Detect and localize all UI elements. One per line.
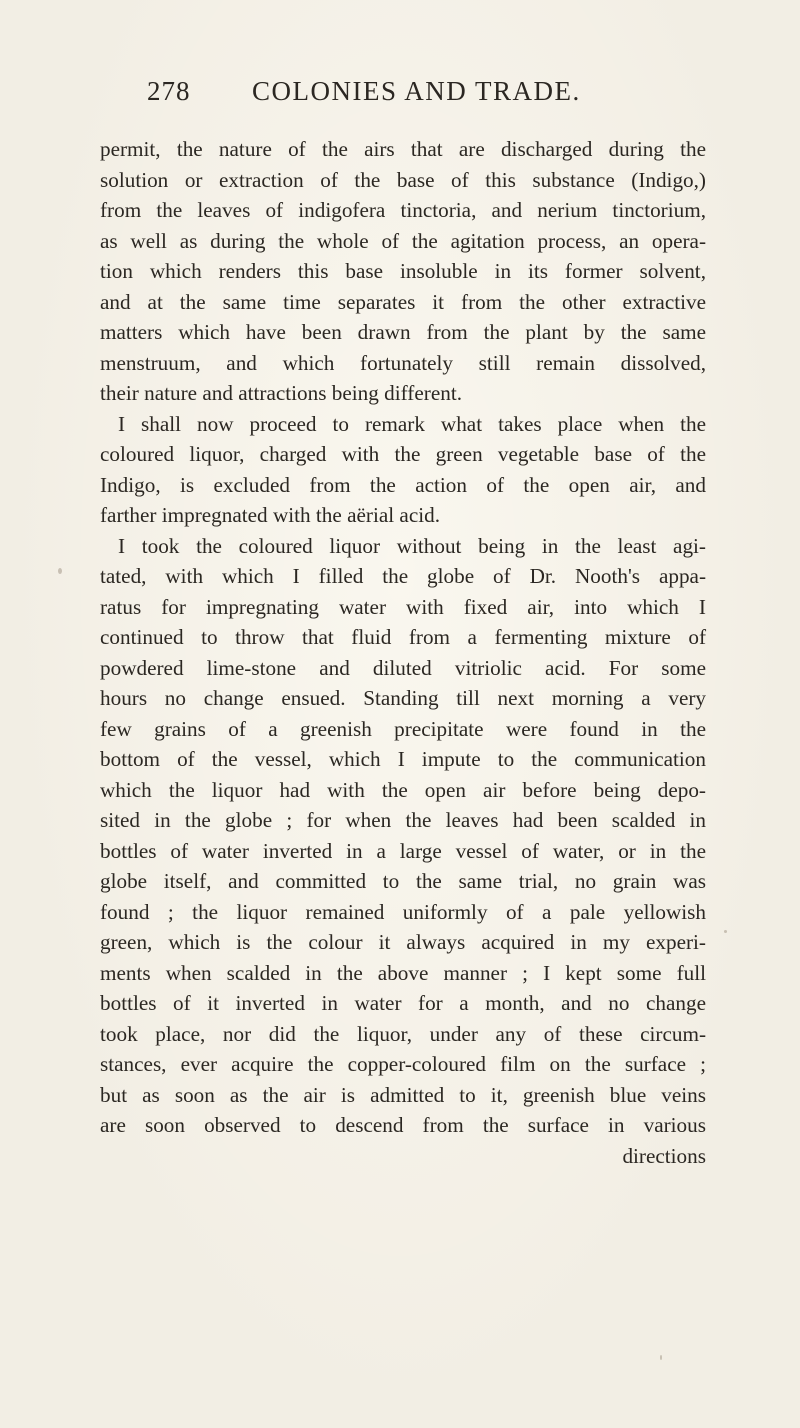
page-number: 278 [147,76,191,106]
text-line: permit, the nature of the airs that are discharged during the [100,137,706,161]
text-line: powdered lime-stone and diluted vitriolic acid. For some [100,655,706,680]
text-line: continued to throw that fluid from a fermenting mixture of [100,625,706,649]
text-line: I took the coloured liquor without being in the least agi- [118,533,706,558]
text-line: bottom of the vessel, which I impute to the communication [100,747,706,771]
text-line: ratus for impregnating water with fixed air, into which I [100,594,706,619]
text-line: their nature and attractions being different. [100,381,463,405]
running-title: COLONIES AND TRADE. [252,76,581,106]
text-line: bottles of it inverted in water for a month, and no change [100,991,706,1015]
text-line: ments when scalded in the above manner ; I kept some full [100,960,706,985]
text-line: from the leaves of indigofera tinctoria, and nerium tinctorium, [100,198,706,222]
text-line: hours no change ensued. Standing till next morning a very [100,686,706,710]
text-line: and at the same time separates it from the other extractive [100,289,706,314]
text-line: matters which have been drawn from the plant by the same [100,320,706,344]
text-line: stances, ever acquire the copper-coloured film on the surface ; [100,1052,706,1076]
text-line: globe itself, and committed to the same trial, no grain was [100,869,706,893]
text-line: Indigo, is excluded from the action of the open air, and [100,472,706,497]
body-text [100,134,706,1171]
text-line: sited in the globe ; for when the leaves had been scalded in [100,808,706,832]
catchword: directions [622,1143,706,1168]
text-line: few grains of a greenish precipitate were found in the [100,716,706,741]
text-line: I shall now proceed to remark what takes place when the [118,411,706,436]
text-line: which the liquor had with the open air before being depo- [100,777,706,802]
text-line: but as soon as the air is admitted to it, greenish blue veins [100,1082,706,1107]
text-line: tion which renders this base insoluble in its former solvent, [100,259,706,283]
text-line: menstruum, and which fortunately still remain dissolved, [100,350,706,375]
text-line: green, which is the colour it always acquired in my experi- [100,930,706,954]
text-line: as well as during the whole of the agitation process, an opera- [100,228,706,253]
text-line: are soon observed to descend from the surface in various [100,1113,706,1137]
text-line: found ; the liquor remained uniformly of a pale yellowish [100,899,706,924]
text-line: tated, with which I filled the globe of Dr. Nooth's appa- [100,564,706,588]
paper-speck [58,568,62,574]
text-line: farther impregnated with the aërial acid. [100,503,441,527]
text-line: coloured liquor, charged with the green vegetable base of the [100,442,706,466]
text-line: took place, nor did the liquor, under any of these circum- [100,1021,706,1046]
text-line: bottles of water inverted in a large vessel of water, or in the [100,838,706,863]
running-head [147,76,707,116]
paper-speck [724,930,727,933]
text-line: solution or extraction of the base of this substance (Indigo,) [100,167,706,192]
paper-speck [660,1355,662,1360]
